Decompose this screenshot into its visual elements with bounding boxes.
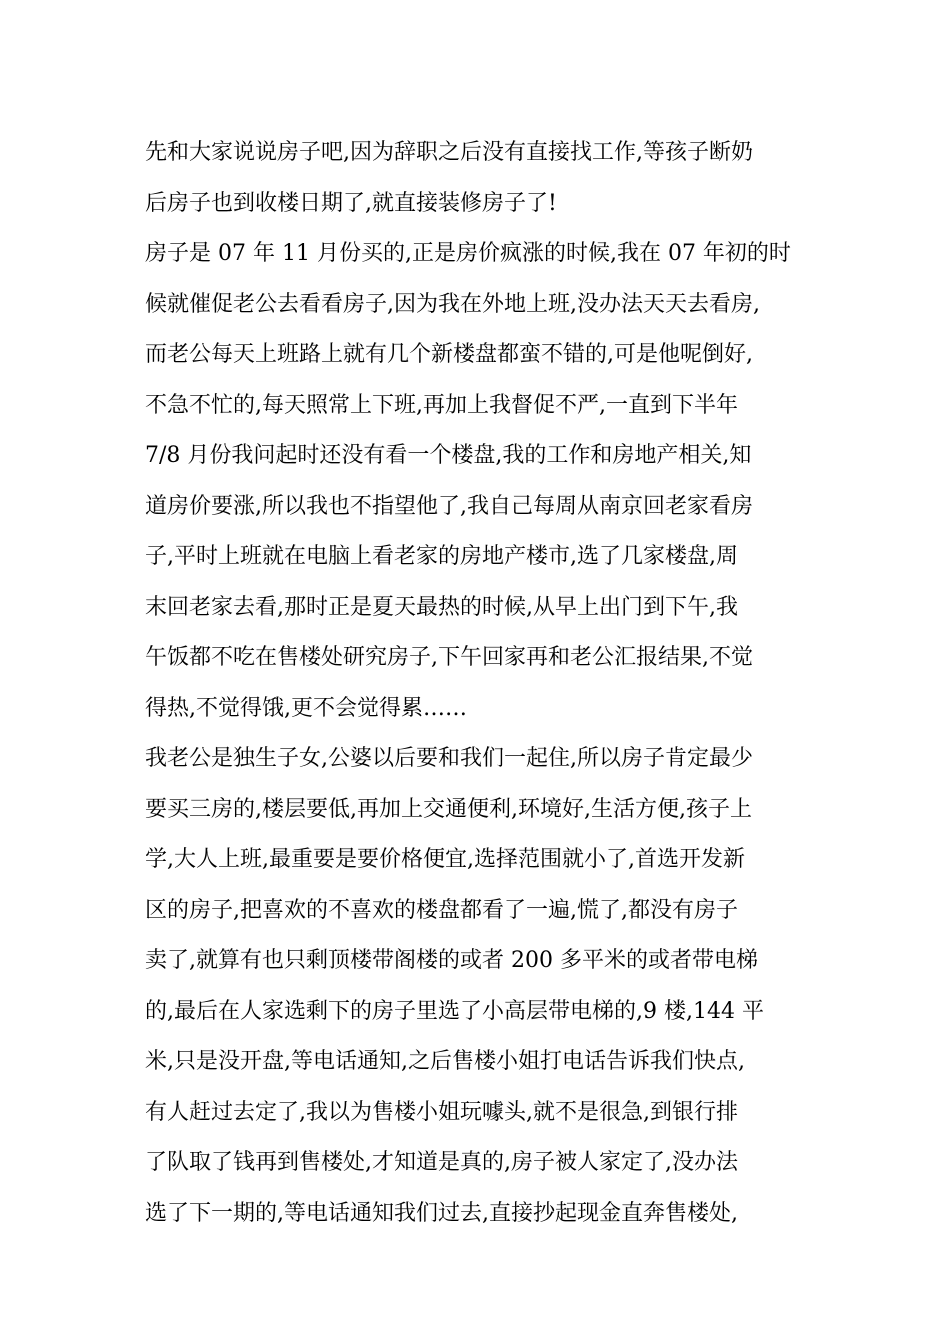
text-line: 学,大人上班,最重要是要价格便宜,选择范围就小了,首选开发新 <box>145 847 745 872</box>
text-line: 得热,不觉得饿,更不会觉得累…… <box>145 695 467 721</box>
text-line: 不急不忙的,每天照常上下班,再加上我督促不严,一直到下半年 <box>145 392 738 418</box>
text-line: 后房子也到收楼日期了,就直接装修房子了! <box>145 190 557 216</box>
text-line: 卖了,就算有也只剩顶楼带阁楼的或者 200 多平米的或者带电梯 <box>145 948 758 973</box>
text-line: 子,平时上班就在电脑上看老家的房地产楼市,选了几家楼盘,周 <box>145 544 738 569</box>
body-text <box>145 128 825 1239</box>
text-line: 区的房子,把喜欢的不喜欢的楼盘都看了一遍,慌了,都没有房子 <box>145 897 738 923</box>
text-line: 要买三房的,楼层要低,再加上交通便利,环境好,生活方便,孩子上 <box>145 796 752 822</box>
text-line: 米,只是没开盘,等电话通知,之后售楼小姐打电话告诉我们快点, <box>145 1049 745 1074</box>
text-line: 的,最后在人家选剩下的房子里选了小高层带电梯的,9 楼,144 平 <box>145 998 764 1024</box>
text-line: 房子是 07 年 11 月份买的,正是房价疯涨的时候,我在 07 年初的时 <box>145 241 791 266</box>
text-line: 先和大家说说房子吧,因为辞职之后没有直接找工作,等孩子断奶 <box>145 140 753 165</box>
text-line: 了队取了钱再到售楼处,才知道是真的,房子被人家定了,没办法 <box>145 1150 738 1175</box>
text-line: 道房价要涨,所以我也不指望他了,我自己每周从南京回老家看房 <box>145 493 753 519</box>
text-line: 7/8 月份我问起时还没有看一个楼盘,我的工作和房地产相关,知 <box>145 443 752 468</box>
text-line: 而老公每天上班路上就有几个新楼盘都蛮不错的,可是他呢倒好, <box>145 342 753 367</box>
text-line: 末回老家去看,那时正是夏天最热的时候,从早上出门到下午,我 <box>145 594 738 620</box>
text-line: 午饭都不吃在售楼处研究房子,下午回家再和老公汇报结果,不觉 <box>145 645 753 670</box>
text-line: 候就催促老公去看看房子,因为我在外地上班,没办法天天去看房, <box>145 291 760 317</box>
text-line: 选了下一期的,等电话通知我们过去,直接抄起现金直奔售楼处, <box>145 1200 738 1226</box>
text-line: 我老公是独生子女,公婆以后要和我们一起住,所以房子肯定最少 <box>145 746 753 771</box>
text-line: 有人赶过去定了,我以为售楼小姐玩噱头,就不是很急,到银行排 <box>145 1099 738 1125</box>
